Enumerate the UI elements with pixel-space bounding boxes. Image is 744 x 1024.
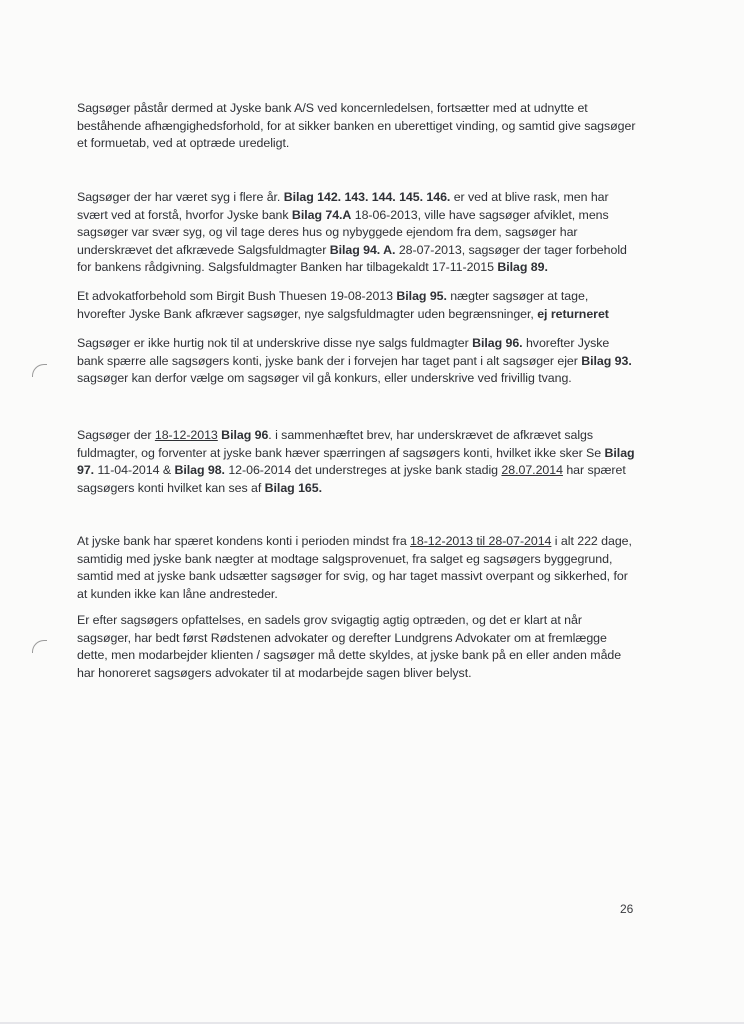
paragraph-1 xyxy=(77,100,637,153)
text-run: 28-07-2013, sagsøger der tager forbehold for bankens rådgivning. Salgsfuldmagter Banken har tilbagekaldt 17-11-2015 xyxy=(77,242,627,275)
text-run: Sagsøger der xyxy=(77,428,155,442)
bold-reference: Bilag 97. xyxy=(77,445,635,478)
punch-mark-icon xyxy=(32,640,47,653)
text-run: har spæret sagsøgers konti hvilket kan ses af xyxy=(77,463,626,495)
paragraph-4 xyxy=(77,335,637,388)
bold-reference: Bilag 142. 143. 144. 145. 146. xyxy=(283,190,451,204)
text-run: 11-04-2014 & xyxy=(94,463,175,478)
bold-reference: ej returneret xyxy=(537,306,609,321)
text-run: er ved at blive rask, men har svært ved at forstå, hvorfor Jyske bank xyxy=(77,190,609,222)
text-run: 18-06-2013, ville have sagsøger afviklet, mens sagsøger var svær syg, og vil tage deres hus og nybyggede ejendom fra dem, sagsøger har underskrævet det afkrævede Salgsfuldmagter xyxy=(77,207,609,257)
bold-reference: Bilag 89. xyxy=(497,260,548,275)
text-run: Et advokatforbehold som Birgit Bush Thuesen 19-08-2013 xyxy=(77,289,397,303)
bold-reference: Bilag 96 xyxy=(221,428,269,442)
text-run: nægter sagsøger at tage, hvorefter Jyske Bank afkræver sagsøger, nye salgsfuldmagter uden begrænsninger, xyxy=(77,289,589,321)
paragraph-7 xyxy=(77,612,637,682)
bold-reference: Bilag 165. xyxy=(264,480,322,495)
paragraph-6 xyxy=(77,533,637,603)
text-run: Er efter sagsøgers opfattelses, en sadels grov svigagtig agtig optræden, og det er klart at når sagsøger, har bedt først Rødstenen advokater og derefter Lundgrens Advokater om at fremlægge dette, men modarbejder klienten / sagsøger må dette skyldes, at jyske bank på en eller anden måde har honoreret sagsøgers advokater til at modarbejde sagen bliver belyst. xyxy=(77,613,622,680)
text-run: . i sammenhæftet brev, har underskrævet de afkrævet salgs fuldmagter, og forventer at jyske bank hæver spærringen af sagsøgers konti, hvilket ikke sker Se xyxy=(77,428,605,460)
text-run: At jyske bank har spæret kondens konti i perioden mindst fra xyxy=(77,534,411,548)
text-run: 12-06-2014 det understreges at jyske bank stadig xyxy=(224,463,502,478)
bold-reference: Bilag 94. A. xyxy=(329,242,396,257)
underlined-date: 18-12-2013 til 28-07-2014 xyxy=(410,534,552,548)
text-run: Sagsøger påstår dermed at Jyske bank A/S ved koncernledelsen, fortsætter med at udnytte et beståhende afhængighedsforhold, for at sikker banken en uberettiget vinding, og samtid give sagsøger et formuetab, ved at optræde uredeligt. xyxy=(77,101,636,151)
underlined-date: 18-12-2013 xyxy=(154,428,218,442)
bold-reference: Bilag 96. xyxy=(472,336,523,350)
bold-reference: Bilag 95. xyxy=(396,289,447,303)
underlined-date: 28.07.2014 xyxy=(501,463,563,478)
paragraph-3 xyxy=(77,288,637,323)
punch-mark-icon xyxy=(32,364,47,377)
bold-reference: Bilag 93. xyxy=(581,353,632,368)
bold-reference: Bilag 74.A xyxy=(291,207,352,222)
text-run: hvorefter Jyske bank spærre alle sagsøgers konti, jyske bank der i forvejen har taget pant i alt sagsøger ejer xyxy=(77,336,610,368)
text-run: sagsøger kan derfor vælge om sagsøger vil gå konkurs, eller underskrive ved frivillig tvang. xyxy=(77,371,572,386)
text-run: i alt 222 dage, samtidig med jyske bank nægter at modtage salgsprovenuet, fra salget eg sagsøgers byggegrund, samtid med at jyske bank udsætter sagsøger for svig, og har taget massivt overpant og sikkerhed, for at kunden ikke kan låne andresteder. xyxy=(77,534,632,601)
paragraph-5 xyxy=(77,427,637,497)
bold-reference: Bilag 98. xyxy=(174,463,225,478)
text-run: Sagsøger er ikke hurtig nok til at underskrive disse nye salgs fuldmagter xyxy=(77,336,473,350)
paragraph-2 xyxy=(77,189,637,277)
text-run: Sagsøger der har været syg i flere år. xyxy=(77,190,284,204)
page-number: 26 xyxy=(620,902,634,916)
